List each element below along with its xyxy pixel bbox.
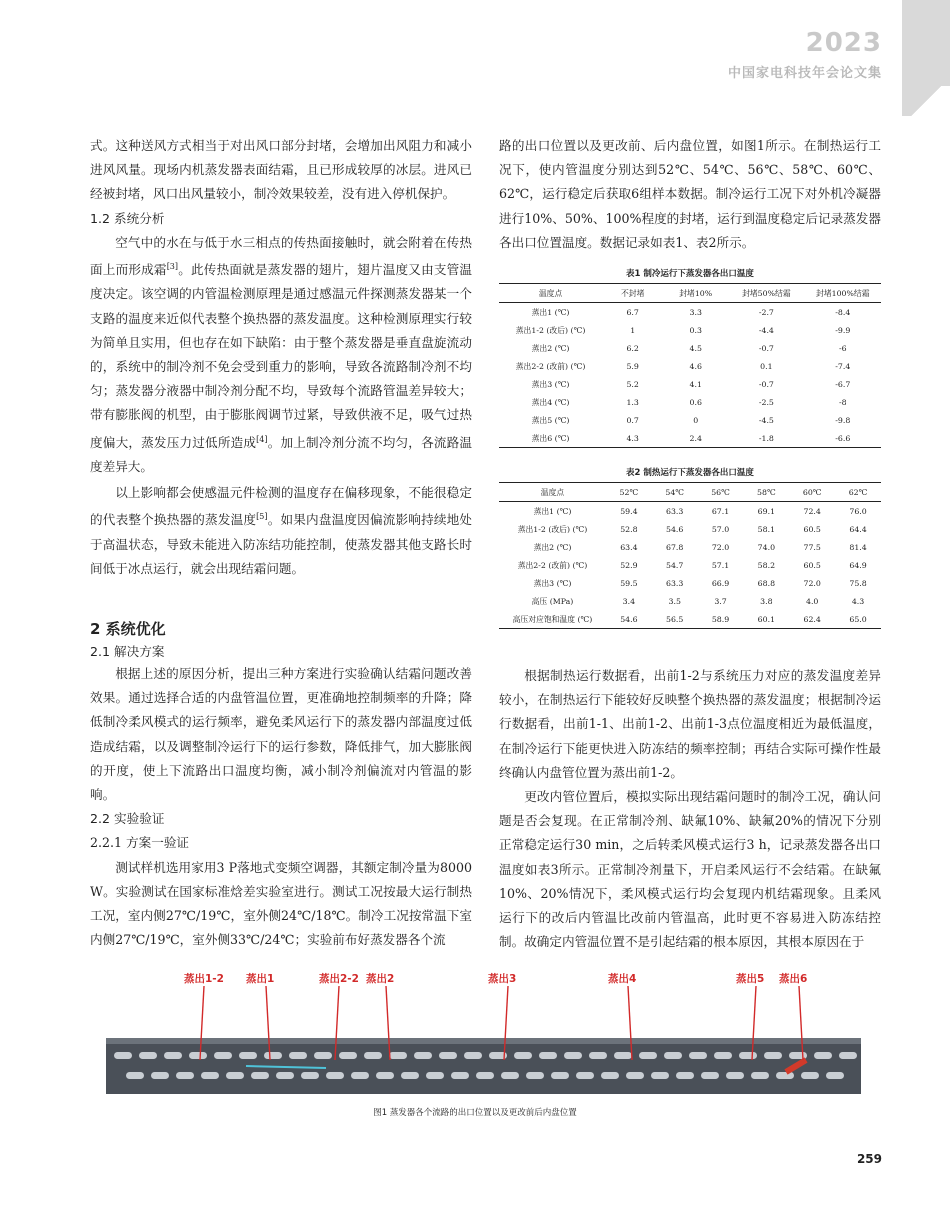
figure-label: 蒸出2-2	[319, 973, 359, 985]
tube-slot	[714, 1052, 732, 1059]
figure-label: 蒸出6	[779, 973, 808, 985]
tube-slot	[126, 1072, 144, 1079]
table-row	[499, 321, 881, 339]
citation-3: [3]	[166, 262, 179, 272]
table-cell: 57.1	[711, 560, 730, 570]
table-cell: -9.9	[835, 325, 851, 335]
table-cell: 58.2	[757, 560, 776, 570]
table-row	[499, 429, 881, 448]
tube-slot	[339, 1052, 357, 1059]
tube-slot	[839, 1052, 857, 1059]
page-number: 259	[856, 1152, 882, 1166]
table-header-cell: 62℃	[848, 487, 868, 497]
table-cell: 1	[630, 325, 636, 335]
table-header-cell: 60℃	[802, 487, 822, 497]
tube-slot	[701, 1072, 719, 1079]
table-cell: 59.5	[620, 578, 638, 588]
tube-slot	[526, 1072, 544, 1079]
tube-slot	[501, 1072, 519, 1079]
paragraph: 根据上述的原因分析，提出三种方案进行实验确认结霜问题改善效果。通过选择合适的内盘管温位置，更准确地控制频率的升降；降低制冷柔风模式的运行频率，避免柔风运行下的蒸发器内部温度过低造成结霜，以及调整制冷运行下的运行参数，降低排气，加大膨胀阀的开度，使上下流路出口温度均衡，减小制冷剂偏流对内管温的影响。	[90, 666, 472, 803]
evaporator-body	[106, 1038, 861, 1094]
table-row	[499, 592, 881, 610]
table-cell: 67.8	[666, 542, 684, 552]
figure-label: 蒸出4	[608, 973, 637, 985]
tube-slot	[439, 1052, 457, 1059]
table-cell: 68.8	[757, 578, 776, 588]
table-cell: 蒸出5 (℃)	[531, 415, 570, 425]
tube-slot	[764, 1052, 782, 1059]
tube-slot	[776, 1072, 794, 1079]
table-cell: 54.6	[666, 524, 684, 534]
tube-slot	[389, 1052, 407, 1059]
table-cell: 5.9	[626, 361, 639, 371]
tube-slot	[351, 1072, 369, 1079]
evaporator-diagram	[96, 968, 866, 1096]
table-row	[499, 375, 881, 393]
table-cell: 60.5	[803, 524, 821, 534]
tube-slot	[739, 1052, 757, 1059]
tube-slot	[539, 1052, 557, 1059]
citation-5: [5]	[256, 512, 268, 522]
table-header-cell: 54℃	[665, 487, 685, 497]
table-cell: 高压对应饱和温度 (℃)	[512, 614, 593, 624]
tube-slot	[651, 1072, 669, 1079]
table-cell: 4.6	[689, 361, 702, 371]
tube-slot	[289, 1052, 307, 1059]
table-cell: 蒸出3 (℃)	[531, 379, 570, 389]
table-cell: 4.1	[689, 379, 702, 389]
table-cell: 蒸出1 (℃)	[531, 307, 570, 317]
table-cell: 58.1	[757, 524, 776, 534]
page-corner-fold	[902, 86, 950, 116]
tube-slot	[814, 1052, 832, 1059]
table-cell: -6.6	[835, 433, 851, 443]
table-cell: 52.8	[620, 524, 638, 534]
table1	[499, 283, 881, 448]
tube-slot	[326, 1072, 344, 1079]
tube-slot	[801, 1072, 819, 1079]
table-row	[499, 303, 881, 322]
table-cell: 65.0	[849, 614, 867, 624]
tube-slot	[276, 1072, 294, 1079]
table-cell: 72.0	[803, 578, 821, 588]
table-cell: 72.4	[803, 506, 821, 516]
table-cell: -2.5	[758, 397, 774, 407]
table-cell: -8.4	[835, 307, 851, 317]
table-cell: 4.3	[626, 433, 639, 443]
table-row	[499, 610, 881, 629]
table-cell: -7.4	[835, 361, 851, 371]
tube-slot	[314, 1052, 332, 1059]
table-header-cell: 不封堵	[620, 288, 645, 298]
table-cell: -0.7	[758, 343, 774, 353]
tube-slot	[664, 1052, 682, 1059]
table-cell: 64.4	[849, 524, 867, 534]
table-row	[499, 574, 881, 592]
table-header-cell: 52℃	[619, 487, 639, 497]
tube-slot	[464, 1052, 482, 1059]
figure-label: 蒸出2	[366, 973, 395, 985]
table-cell: -0.7	[758, 379, 774, 389]
table-row	[499, 520, 881, 538]
table-cell: 69.1	[757, 506, 776, 516]
tube-slot	[164, 1052, 182, 1059]
table-cell: 6.2	[626, 343, 639, 353]
table-header-cell: 温度点	[538, 288, 563, 298]
table-header-cell: 温度点	[540, 487, 565, 497]
table-cell: 3.5	[668, 596, 681, 606]
table-cell: -4.5	[758, 415, 774, 425]
tube-slot	[826, 1072, 844, 1079]
tube-slot	[376, 1072, 394, 1079]
tube-slot	[676, 1072, 694, 1079]
table-cell: 75.8	[849, 578, 867, 588]
tube-slot	[576, 1072, 594, 1079]
tube-slot	[364, 1052, 382, 1059]
table-cell: 54.7	[666, 560, 684, 570]
table-cell: 蒸出3 (℃)	[533, 578, 572, 588]
tube-slot	[139, 1052, 157, 1059]
left-column-lower	[90, 616, 472, 952]
header-year: 2023	[805, 28, 882, 58]
section-heading-1-2: 1.2 系统分析	[90, 210, 165, 226]
table-cell: 3.7	[714, 596, 727, 606]
right-column-lower	[499, 664, 881, 954]
table-header-cell: 封堵50%结霜	[742, 288, 791, 298]
table-cell: -6	[838, 343, 847, 353]
table-cell: 0.1	[760, 361, 773, 371]
table-header-cell: 58℃	[757, 487, 776, 497]
paragraph: 更改内管位置后，模拟实际出现结霜问题时的制冷工况，确认问题是否会复现。在正常制冷剂、缺氟10%、缺氟20%的情况下分别正常稳定运行30 min，之后转柔风模式运行3 h，记录蒸发器各出口温度如表3所示。正常制冷剂量下，开启柔风运行不会结霜。在缺氟10%、20%情况下，柔风模式运行均会复现内机结霜现象。且柔风运行下的改后内管温比改前内管温高，此时更不容易进入防冻结控制。故确定内管温位置不是引起结霜的根本原因，其根本原因在于	[499, 789, 881, 950]
section-heading-2-1: 2.1 解决方案	[90, 644, 165, 659]
paragraph: 路的出口位置以及更改前、后内盘位置，如图1所示。在制热运行工况下，使内管温度分别达到52℃、54℃、56℃、58℃、60℃、62℃，运行稳定后获取6组样本数据。制冷运行工况下对外机冷凝器进行10%、50%、100%程度的封堵，运行到温度稳定后记录蒸发器各出口位置温度。数据记录如表1、表2所示。	[499, 138, 881, 250]
table-cell: -6.7	[835, 379, 851, 389]
tube-slot	[114, 1052, 132, 1059]
tube-slot	[476, 1072, 494, 1079]
table-cell: 0.3	[689, 325, 702, 335]
table-cell: 52.9	[620, 560, 638, 570]
tube-slot	[201, 1072, 219, 1079]
table-cell: 蒸出2-2 (改前) (℃)	[517, 560, 588, 570]
tube-slot	[426, 1072, 444, 1079]
table-cell: 高压 (MPa)	[531, 596, 574, 606]
paragraph: 式。这种送风方式相当于对出风口部分封堵，会增加出风阻力和减小进风风量。现场内机蒸发器表面结霜，且已形成较厚的冰层。进风已经被封堵，风口出风量较小，制冷效果较差，没有进入停机保护。	[90, 138, 472, 202]
table-cell: 0.7	[626, 415, 639, 425]
tube-slot	[189, 1052, 207, 1059]
table-cell: 63.3	[666, 578, 684, 588]
table-row	[499, 339, 881, 357]
table-cell: 63.4	[620, 542, 638, 552]
tube-slot	[639, 1052, 657, 1059]
table-cell: -2.7	[758, 307, 774, 317]
tube-slot	[301, 1072, 319, 1079]
table-cell: 67.1	[711, 506, 730, 516]
table-cell: 4.5	[689, 343, 702, 353]
table-cell: 5.2	[626, 379, 639, 389]
tube-slot	[751, 1072, 769, 1079]
table-cell: 6.7	[626, 307, 639, 317]
tube-slot	[251, 1072, 269, 1079]
table-cell: 蒸出2-2 (改前) (℃)	[515, 361, 586, 371]
tube-slot	[451, 1072, 469, 1079]
table-cell: 蒸出2 (℃)	[533, 542, 572, 552]
table-cell: 58.9	[711, 614, 730, 624]
table-row	[499, 502, 881, 521]
header-title: 中国家电科技年会论文集	[727, 66, 882, 81]
table2-caption: 表2 制热运行下蒸发器各出口温度	[626, 468, 754, 479]
tube-slot	[589, 1052, 607, 1059]
table-cell: -8	[838, 397, 847, 407]
table-cell: 1.3	[626, 397, 639, 407]
paragraph: 空气中的水在与低于水三相点的传热面接触时，就会附着在传热面上而形成霜[3]。此传热面就是蒸发器的翅片，翅片温度又由支管温度决定。该空调的内管温检测原理是通过感温元件探测蒸发器某一个支路的温度来近似代表整个换热器的蒸发温度。这种检测原理实行较为简单且实用，但也存在如下缺陷：由于整个蒸发器是垂直盘旋流动的，系统中的制冷剂不免会受到重力的影响，导致各流路制冷剂不均匀；蒸发器分液器中制冷剂分配不均，导致每个流路管温差异较大；带有膨胀阀的机型，由于膨胀阀调节过紧，导致供液不足，吸气过热度偏大，蒸发压力过低所造成[4]。加上制冷剂分流不均匀，各流路温度差异大。	[90, 234, 472, 475]
table-row	[499, 411, 881, 429]
table-header-cell: 封堵100%结霜	[816, 288, 870, 298]
table-cell: 蒸出1-2 (改后) (℃)	[515, 325, 586, 335]
figure-label: 蒸出1-2	[184, 973, 224, 985]
figure-label: 蒸出5	[736, 973, 765, 985]
table-cell: 66.9	[711, 578, 730, 588]
figure-1-caption: 图1 蒸发器各个流路的出口位置以及更改前后内盘位置	[373, 1108, 577, 1118]
table1-caption: 表1 制冷运行下蒸发器各出口温度	[626, 269, 754, 280]
tube-slot	[514, 1052, 532, 1059]
table-cell: -9.8	[835, 415, 851, 425]
table-cell: 74.0	[757, 542, 776, 552]
table-cell: 77.5	[803, 542, 821, 552]
figure-label: 蒸出3	[488, 973, 517, 985]
table-cell: 60.5	[803, 560, 821, 570]
section-heading-2: 2 系统优化	[90, 620, 166, 638]
table-cell: 63.3	[666, 506, 684, 516]
table-row	[499, 393, 881, 411]
paragraph: 根据制热运行数据看，出前1-2与系统压力对应的蒸发温度差异较小，在制热运行下能较好反映整个换热器的蒸发温度；根据制冷运行数据看，出前1-1、出前1-2、出前1-3点位温度相近为最低温度，在制冷运行下能更快进入防冻结的频率控制；再结合实际可操作性最终确认内盘管位置为蒸出前1-2。	[499, 668, 881, 780]
tube-slot	[226, 1072, 244, 1079]
table-header-cell: 封堵10%	[679, 288, 713, 298]
table-cell: 3.8	[760, 596, 773, 606]
table-cell: 76.0	[849, 506, 867, 516]
page-corner-tab	[902, 0, 950, 86]
table-cell: 64.9	[849, 560, 867, 570]
left-column	[90, 134, 472, 581]
table-cell: 72.0	[711, 542, 730, 552]
table-cell: 2.4	[689, 433, 702, 443]
table-cell: 蒸出2 (℃)	[531, 343, 570, 353]
table-cell: 蒸出1-2 (改后) (℃)	[517, 524, 588, 534]
tube-row-lower	[126, 1072, 844, 1079]
right-column	[499, 134, 881, 629]
table-header-cell: 56℃	[711, 487, 730, 497]
table-cell: 56.5	[666, 614, 684, 624]
tube-slot	[264, 1052, 282, 1059]
table-row	[499, 556, 881, 574]
table-cell: -1.8	[758, 433, 774, 443]
tube-slot	[214, 1052, 232, 1059]
table-row	[499, 538, 881, 556]
tube-slot	[401, 1072, 419, 1079]
table2	[499, 482, 881, 629]
tube-slot	[551, 1072, 569, 1079]
table-cell: 54.6	[620, 614, 638, 624]
tube-slot	[601, 1072, 619, 1079]
table-cell: 3.3	[689, 307, 702, 317]
tube-slot	[726, 1072, 744, 1079]
table-cell: 蒸出6 (℃)	[531, 433, 570, 443]
tube-slot	[614, 1052, 632, 1059]
table-cell: 60.1	[757, 614, 776, 624]
figure-label: 蒸出1	[246, 973, 275, 985]
tube-slot	[626, 1072, 644, 1079]
paragraph: 测试样机选用家用3 P落地式变频空调器，其额定制冷量为8000 W。实验测试在国家标准焓差实验室进行。测试工况按最大运行制热工况，室内侧27℃/19℃，室外侧24℃/18℃。制冷工况按常温下室内侧27℃/19℃，室外侧33℃/24℃；实验前布好蒸发器各个流	[90, 859, 472, 948]
paragraph: 以上影响都会使感温元件检测的温度存在偏移现象，不能很稳定的代表整个换热器的蒸发温度[5]。如果内盘温度因偏流影响持续地处于高温状态，导致未能进入防冻结功能控制，使蒸发器其他支路长时间低于冰点运行，就会出现结霜问题。	[90, 485, 472, 577]
table-cell: 62.4	[803, 614, 821, 624]
table-cell: 蒸出4 (℃)	[531, 397, 570, 407]
table-cell: 57.0	[711, 524, 730, 534]
table-cell: 4.3	[851, 596, 865, 606]
table-cell: 81.4	[849, 542, 867, 552]
table-cell: -4.4	[758, 325, 774, 335]
evaporator-top-edge	[106, 1038, 861, 1044]
figure-1	[96, 968, 866, 1096]
table-cell: 3.4	[622, 596, 636, 606]
tube-slot	[689, 1052, 707, 1059]
tube-slot	[239, 1052, 257, 1059]
table-cell: 0.6	[689, 397, 702, 407]
tube-slot	[564, 1052, 582, 1059]
table-row	[499, 357, 881, 375]
table-cell: 0	[693, 415, 699, 425]
table-cell: 蒸出1 (℃)	[533, 506, 572, 516]
citation-4: [4]	[256, 434, 268, 444]
section-heading-2-2: 2.2 实验验证	[90, 811, 165, 827]
table-cell: 4.0	[805, 596, 819, 606]
tube-slot	[151, 1072, 169, 1079]
tube-slot	[176, 1072, 194, 1079]
tube-slot	[414, 1052, 432, 1059]
table-cell: 59.4	[620, 506, 638, 516]
section-heading-2-2-1: 2.2.1 方案一验证	[90, 835, 190, 851]
